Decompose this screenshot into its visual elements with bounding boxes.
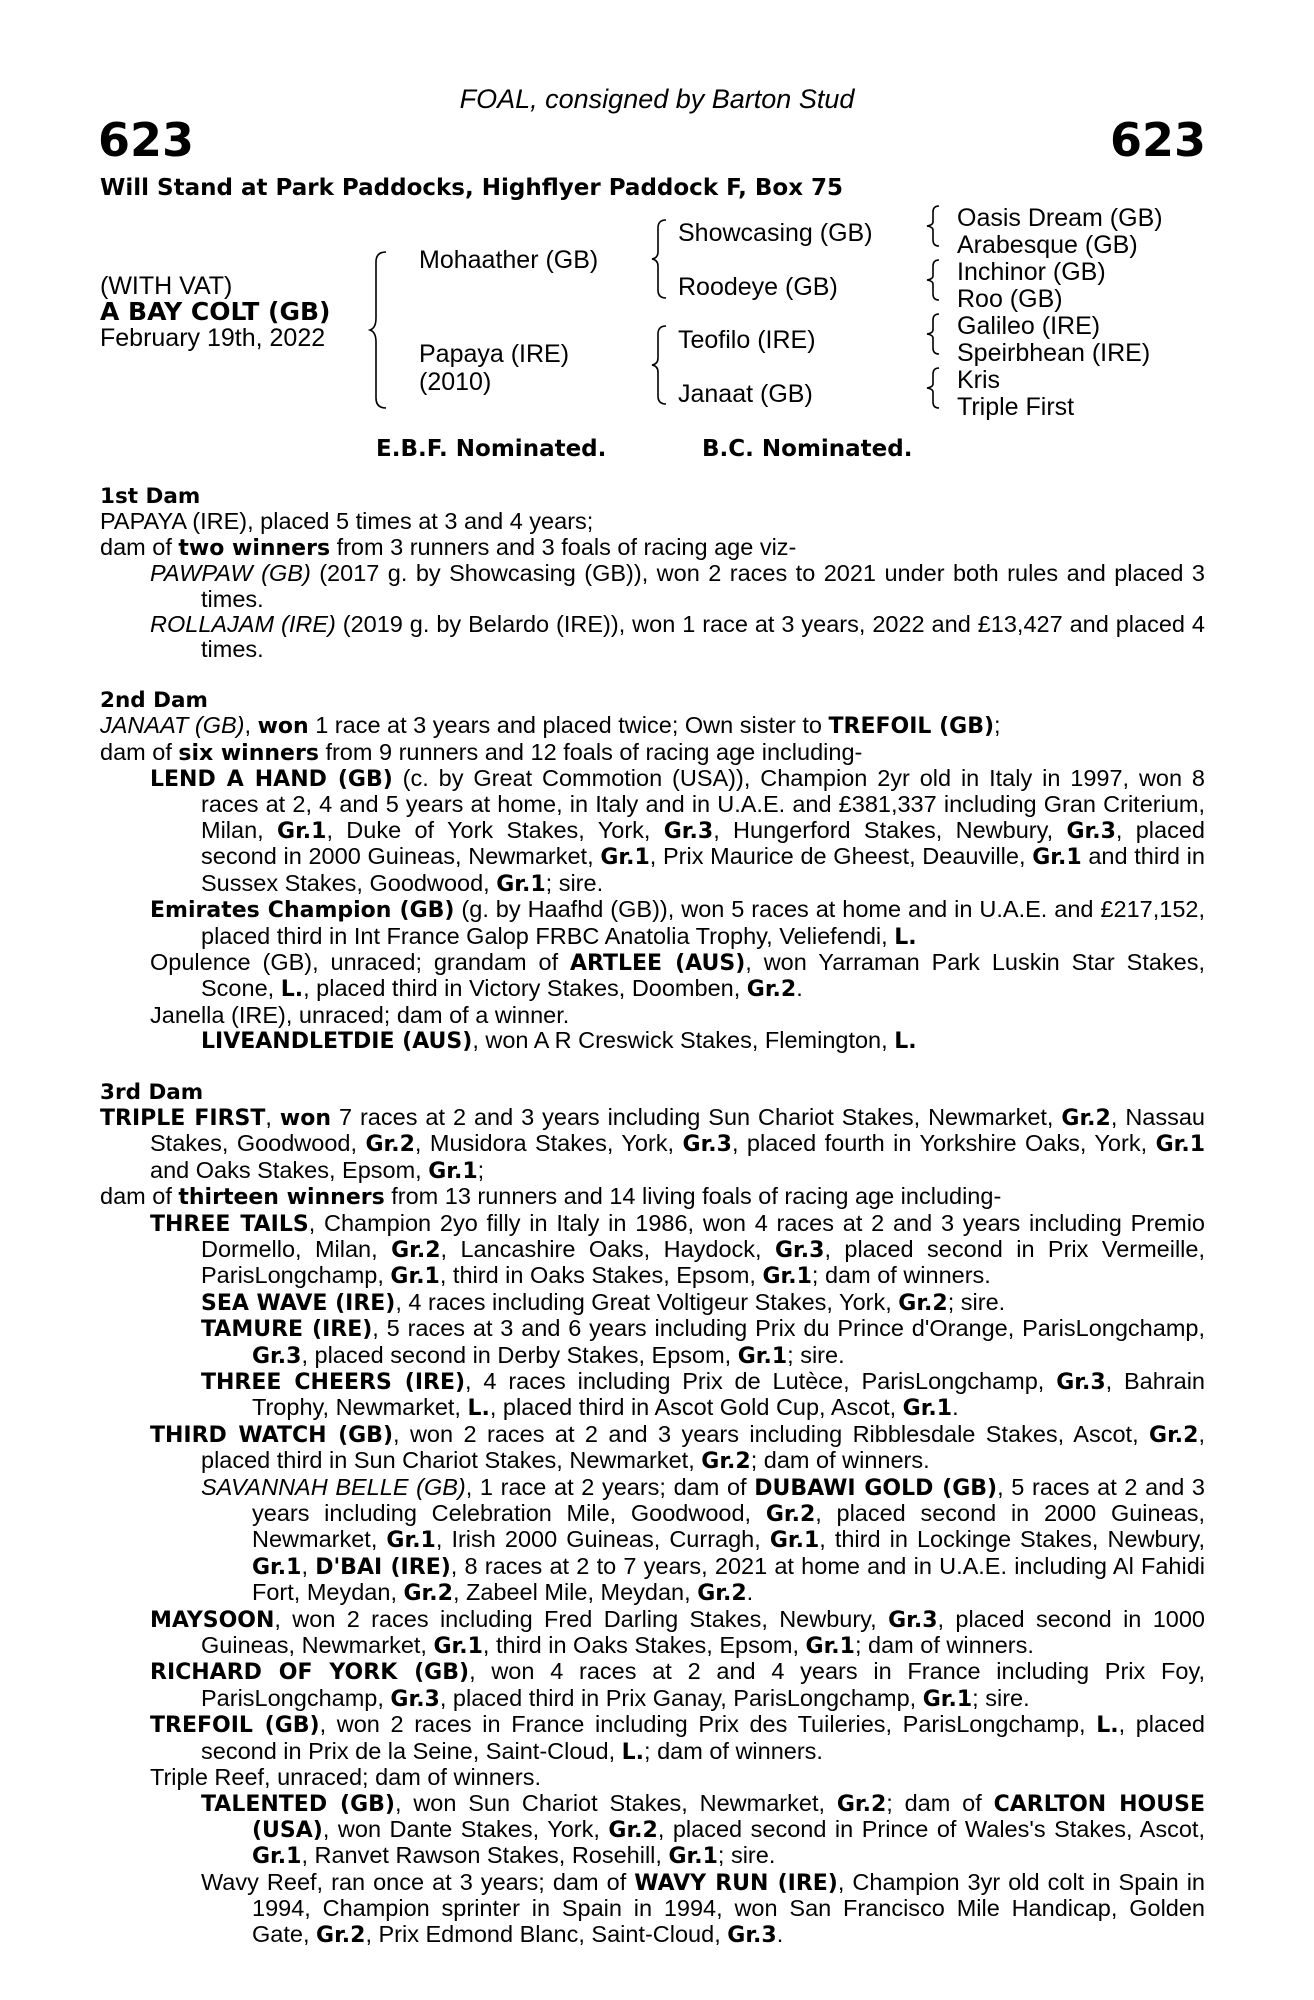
produce-entry: THREE CHEERS (IRE), 4 races including Prix de Lutèce, ParisLongchamp, Gr.3, Bahrain Trophy, Newmarket, L., placed third in Ascot Gold Cup, Ascot, Gr.1. [201, 1368, 1205, 1422]
first-dam-line: PAPAYA (IRE), placed 5 times at 3 and 4 years; [100, 508, 594, 535]
second-dam-heading: 2nd Dam [100, 687, 208, 713]
pedigree-brace-3 [650, 324, 670, 406]
pedigree-gen3-1: Oasis Dream (GB) [957, 204, 1163, 232]
pedigree-brace-2 [650, 218, 670, 300]
produce-entry: SAVANNAH BELLE (GB), 1 race at 2 years; dam of DUBAWI GOLD (GB), 5 races at 2 and 3 years including Celebration Mile, Goodwood, Gr.2, placed second in 2000 Guineas, Newmarket, Gr.1, Irish 2000 Guineas, Curragh, Gr.1, third in Lockinge Stakes, Newbury, Gr.1, D'BAI (IRE), 8 races at 2 to 7 years, 2021 at home and in U.A.E. including Al Fahidi Fort, Meydan, Gr.2, Zabeel Mile, Meydan, Gr.2. [201, 1473, 1206, 1607]
pedigree-brace-5 [925, 258, 943, 302]
pedigree-sire-sire: Showcasing (GB) [678, 219, 873, 247]
second-dam-line: JANAAT (GB), won 1 race at 3 years and placed twice; Own sister to TREFOIL (GB); [100, 712, 1001, 740]
produce-entry: LEND A HAND (GB) (c. by Great Commotion (USA)), Champion 2yr old in Italy in 1997, won 8 races at 2, 4 and 5 years at home, in Italy and in U.A.E. and £381,337 including Gran Criterium, Milan, Gr.1, Duke of York Stakes, York, Gr.3, Hungerford Stakes, Newbury, Gr.3, placed second in 2000 Guineas, Newmarket, Gr.1, Prix Maurice de Gheest, Deauville, Gr.1 and third in Sussex Stakes, Goodwood, Gr.1; sire. [150, 765, 1205, 897]
produce-entry: Wavy Reef, ran once at 3 years; dam of WAVY RUN (IRE), Champion 3yr old colt in Spain in 1994, Champion sprinter in Spain in 1994, won San Francisco Mile Handicap, Golden Gate, Gr.2, Prix Edmond Blanc, Saint-Cloud, Gr.3. [201, 1868, 1205, 1948]
horse-name: A BAY COLT (GB) [100, 297, 331, 326]
produce-entry: TREFOIL (GB), won 2 races in France including Prix des Tuileries, ParisLongchamp, L., placed second in Prix de la Seine, Saint-Cloud, L.; dam of winners. [150, 1711, 1205, 1765]
pedigree-gen3-2: Arabesque (GB) [957, 231, 1138, 259]
produce-entry: THREE TAILS, Champion 2yo filly in Italy in 1986, won 4 races at 2 and 3 years including Premio Dormello, Milan, Gr.2, Lancashire Oaks, Haydock, Gr.3, placed second in Prix Vermeille, ParisLongchamp, Gr.1, third in Oaks Stakes, Epsom, Gr.1; dam of winners. [150, 1209, 1205, 1290]
first-dam-produce-line: dam of two winners from 3 runners and 3 foals of racing age viz- [100, 533, 797, 561]
lot-number-right: 623 [1109, 113, 1206, 167]
produce-entry: Opulence (GB), unraced; grandam of ARTLEE (AUS), won Yarraman Park Luskin Star Stakes, Scone, L., placed third in Victory Stakes, Doomben, Gr.2. [150, 948, 1206, 1003]
produce-entry: Janella (IRE), unraced; dam of a winner. [150, 1001, 570, 1028]
pedigree-dam-year: (2010) [419, 368, 492, 396]
lot-number-left: 623 [98, 113, 195, 167]
first-dam-heading: 1st Dam [100, 484, 201, 509]
third-dam-heading: 3rd Dam [100, 1079, 204, 1105]
pedigree-dam-dam: Janaat (GB) [678, 380, 813, 408]
pedigree-brace-4 [925, 204, 943, 248]
pedigree-gen3-8: Triple First [957, 393, 1075, 421]
third-dam-produce-line: dam of thirteen winners from 13 runners and 14 living foals of racing age including- [100, 1183, 1002, 1211]
pedigree-brace-1 [368, 250, 390, 410]
stand-location: Will Stand at Park Paddocks, Highflyer Paddock F, Box 75 [100, 175, 844, 201]
catalogue-body [100, 484, 1205, 1948]
produce-entry: SEA WAVE (IRE), 4 races including Great Voltigeur Stakes, York, Gr.2; sire. [201, 1288, 1006, 1316]
produce-entry: PAWPAW (GB) (2017 g. by Showcasing (GB)), won 2 races to 2021 under both rules and placed 3 times. [150, 560, 1205, 612]
pedigree-brace-6 [925, 312, 943, 356]
pedigree-dam-sire: Teofilo (IRE) [678, 326, 816, 354]
pedigree-sire-dam: Roodeye (GB) [678, 273, 838, 301]
vat-note: (WITH VAT) [100, 272, 233, 300]
produce-entry: Emirates Champion (GB) (g. by Haafhd (GB)), won 5 races at home and in U.A.E. and £217,152, placed third in Int France Galop FRBC Anatolia Trophy, Veliefendi, L. [150, 896, 1205, 950]
pedigree-gen3-4: Roo (GB) [957, 285, 1063, 313]
produce-entry: RICHARD OF YORK (GB), won 4 races at 2 and 4 years in France including Prix Foy, ParisLongchamp, Gr.3, placed third in Prix Ganay, ParisLongchamp, Gr.1; sire. [150, 1658, 1205, 1712]
pedigree-sire: Mohaather (GB) [419, 246, 599, 274]
foaling-date: February 19th, 2022 [100, 324, 326, 352]
pedigree-dam: Papaya (IRE) [419, 340, 570, 368]
consignor-line: FOAL, consigned by Barton Stud [459, 84, 855, 114]
pedigree-gen3-7: Kris [957, 366, 1001, 394]
third-dam-line: TRIPLE FIRST, won 7 races at 2 and 3 years including Sun Chariot Stakes, Newmarket, Gr.2, Nassau Stakes, Goodwood, Gr.2, Musidora Stakes, York, Gr.3, placed fourth in Yorkshire Oaks, York, Gr.1 and Oaks Stakes, Epsom, Gr.1; [100, 1103, 1206, 1184]
ebf-nomination: E.B.F. Nominated. [376, 436, 607, 462]
produce-entry: THIRD WATCH (GB), won 2 races at 2 and 3 years including Ribblesdale Stakes, Ascot, Gr.2, placed third in Sun Chariot Stakes, Newmarket, Gr.2; dam of winners. [150, 1420, 1205, 1475]
pedigree-brace-7 [925, 366, 943, 410]
bc-nomination: B.C. Nominated. [702, 436, 913, 462]
pedigree-gen3-6: Speirbhean (IRE) [957, 339, 1151, 367]
produce-entry: TAMURE (IRE), 5 races at 3 and 6 years including Prix du Prince d'Orange, ParisLongchamp, Gr.3, placed second in Derby Stakes, Epsom, Gr.1; sire. [201, 1315, 1205, 1369]
produce-entry: MAYSOON, won 2 races including Fred Darling Stakes, Newbury, Gr.3, placed second in 1000 Guineas, Newmarket, Gr.1, third in Oaks Stakes, Epsom, Gr.1; dam of winners. [150, 1605, 1205, 1660]
produce-entry: ROLLAJAM (IRE) (2019 g. by Belardo (IRE)), won 1 race at 3 years, 2022 and £13,427 and placed 4 times. [150, 611, 1205, 663]
produce-entry: Triple Reef, unraced; dam of winners. [150, 1764, 541, 1791]
pedigree-gen3-5: Galileo (IRE) [957, 312, 1101, 340]
second-dam-produce-line: dam of six winners from 9 runners and 12 foals of racing age including- [100, 738, 863, 766]
pedigree-gen3-3: Inchinor (GB) [957, 258, 1106, 286]
produce-entry: LIVEANDLETDIE (AUS), won A R Creswick Stakes, Flemington, L. [201, 1027, 917, 1055]
produce-entry: TALENTED (GB), won Sun Chariot Stakes, Newmarket, Gr.2; dam of CARLTON HOUSE (USA), won Dante Stakes, York, Gr.2, placed second in Prince of Wales's Stakes, Ascot, Gr.1, Ranvet Rawson Stakes, Rosehill, Gr.1; sire. [201, 1789, 1205, 1870]
